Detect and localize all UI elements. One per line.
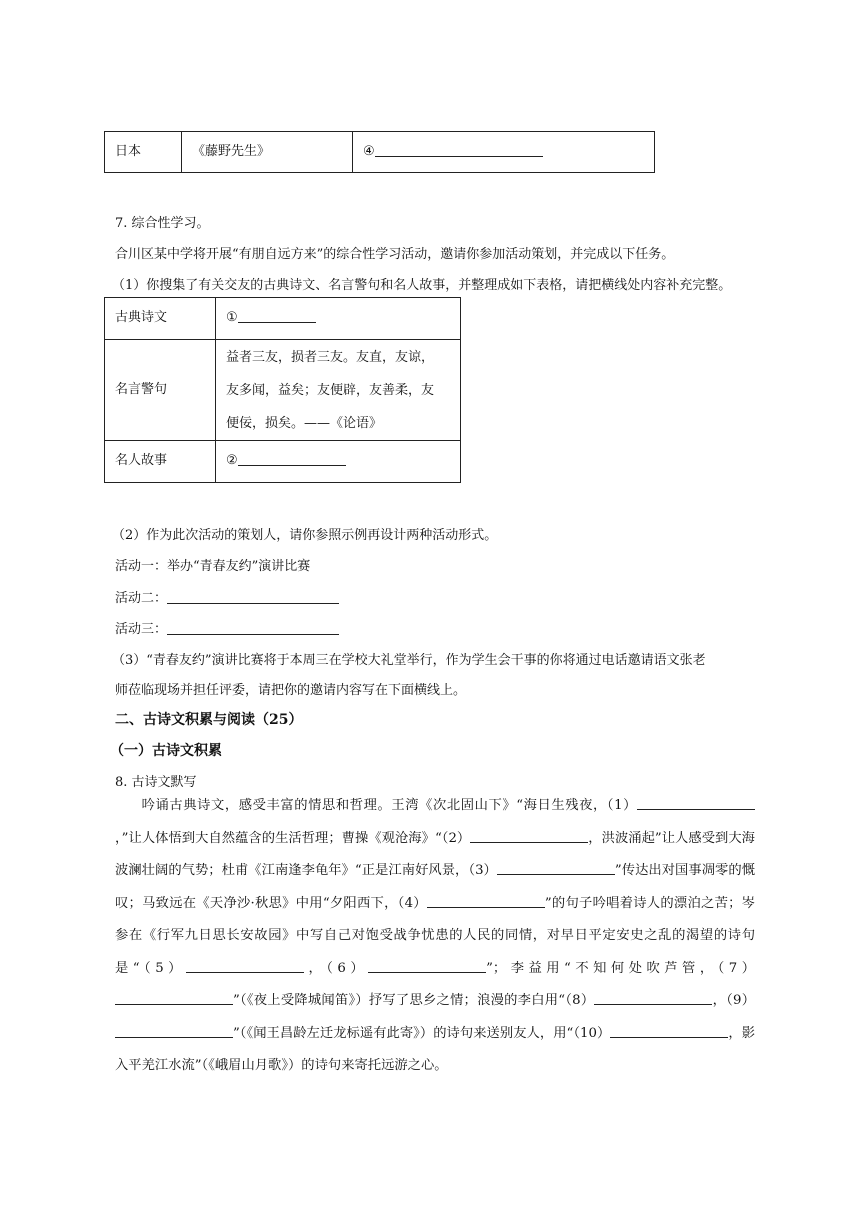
q7-table-label-1: 古典诗文: [105, 298, 216, 340]
q7-table-cell-1: [216, 298, 461, 340]
q8-segment: ”传达出对国事凋零的慨叹；马致远在《天净沙·秋思》中用“夕阳西下，（4）: [115, 863, 755, 911]
blank-5[interactable]: [186, 959, 304, 973]
q8-paragraph: [115, 790, 755, 1083]
table-cell-country: 日本: [105, 132, 182, 173]
table-cell-work: 《藤野先生》: [182, 132, 353, 173]
quote-line: 友多闻，益矣；友便辟，友善柔，友: [226, 382, 435, 398]
blank-marker: ④: [363, 143, 375, 159]
q8-title: 8. 古诗文默写: [115, 775, 197, 790]
activity-3-label: 活动三：: [115, 622, 168, 637]
answer-blank[interactable]: [375, 142, 543, 157]
answer-blank-1[interactable]: [238, 308, 316, 323]
blank-marker: ①: [226, 310, 238, 326]
blank-9[interactable]: [115, 1024, 233, 1038]
blank-4[interactable]: [427, 894, 545, 908]
q7-table-cell-3: [216, 441, 461, 483]
q7-intro: 合川区某中学将开展“有朋自远方来”的综合性学习活动，邀请你参加活动策划，并完成以下任务。: [115, 247, 675, 262]
q8-segment: ”的句子吟唱着诗人的漂泊之苦；岑参在《行军九日思长安故园》中写自己对饱受战争忧患的人民的同情，对早日平定安史之乱的渴望的诗句是“（5）: [115, 895, 755, 976]
q8-segment: ，洪波涌起”让人感受到大海波澜壮阔的气势；杜甫《江南逢李龟年》“正是江南好风景，（3）: [115, 830, 755, 878]
q8-segment: ”（《闻王昌龄左迁龙标遥有此寄》）的诗句来送别友人，用“（10）: [233, 1025, 611, 1041]
table-cell-blank: [353, 132, 655, 173]
q7-sub1: （1）你搜集了有关交友的古典诗文、名言警句和名人故事，并整理成如下表格，请把横线处内容补充完整。: [112, 278, 732, 293]
quote-line: 益者三友，损者三友。友直，友谅，: [226, 349, 435, 365]
activity-2-blank[interactable]: [167, 589, 339, 604]
q7-table-label-2: 名言警句: [105, 340, 216, 441]
blank-1[interactable]: [637, 796, 755, 810]
q7-table-cell-2: [216, 340, 461, 441]
blank-6[interactable]: [368, 959, 486, 973]
q8-text: [115, 790, 755, 1083]
q7-sub3-line2: 师莅临现场并担任评委，请把你的邀请内容写在下面横线上。: [115, 683, 467, 698]
q8-segment: ，影入平羌江水流”（《峨眉山月歌》）的诗句来寄托远游之心。: [115, 1025, 755, 1073]
answer-blank-2[interactable]: [238, 451, 346, 466]
table-continuation: [104, 131, 655, 173]
q7-table: [104, 297, 461, 483]
section-subtitle: （一）古诗文积累: [110, 743, 222, 759]
section-title: 二、古诗文积累与阅读（25）: [115, 712, 303, 728]
activity-3-blank[interactable]: [167, 620, 339, 635]
activity-1: 活动一：举办“青春友约”演讲比赛: [115, 559, 311, 574]
blank-8[interactable]: [594, 991, 712, 1005]
q8-segment: 吟诵古典诗文，感受丰富的情思和哲理。王湾《次北固山下》“海日生残夜，（1）: [141, 798, 637, 813]
blank-marker: ②: [226, 453, 238, 469]
quote-line: 便佞，损矣。——《论语》: [226, 415, 383, 431]
activity-2-label: 活动二：: [115, 591, 168, 606]
q8-segment: ”（《夜上受降城闻笛》）抒写了思乡之情；浪漫的李白用“（8）: [233, 993, 595, 1008]
q7-sub3-line1: （3）“青春友约”演讲比赛将于本周三在学校大礼堂举行，作为学生会干事的你将通过电话邀请语文张老: [112, 653, 706, 668]
q7-title: 7. 综合性学习。: [115, 216, 210, 231]
activity-2: [115, 587, 339, 606]
activity-3: [115, 618, 339, 637]
q8-segment: ，（9）: [712, 993, 755, 1008]
q8-segment: ，（6）: [303, 960, 369, 976]
blank-3[interactable]: [497, 861, 615, 875]
blank-7[interactable]: [115, 991, 233, 1005]
blank-2[interactable]: [470, 829, 588, 843]
q7-table-label-3: 名人故事: [105, 441, 216, 483]
blank-10[interactable]: [610, 1024, 728, 1038]
q8-segment: ”；李益用“不知何处吹芦管，（7）: [486, 960, 756, 976]
q7-sub2: （2）作为此次活动的策划人，请你参照示例再设计两种活动形式。: [112, 528, 498, 543]
q8-segment: ，”让人体悟到大自然蕴含的生活哲理；曹操《观沧海》“（2）: [115, 830, 471, 846]
